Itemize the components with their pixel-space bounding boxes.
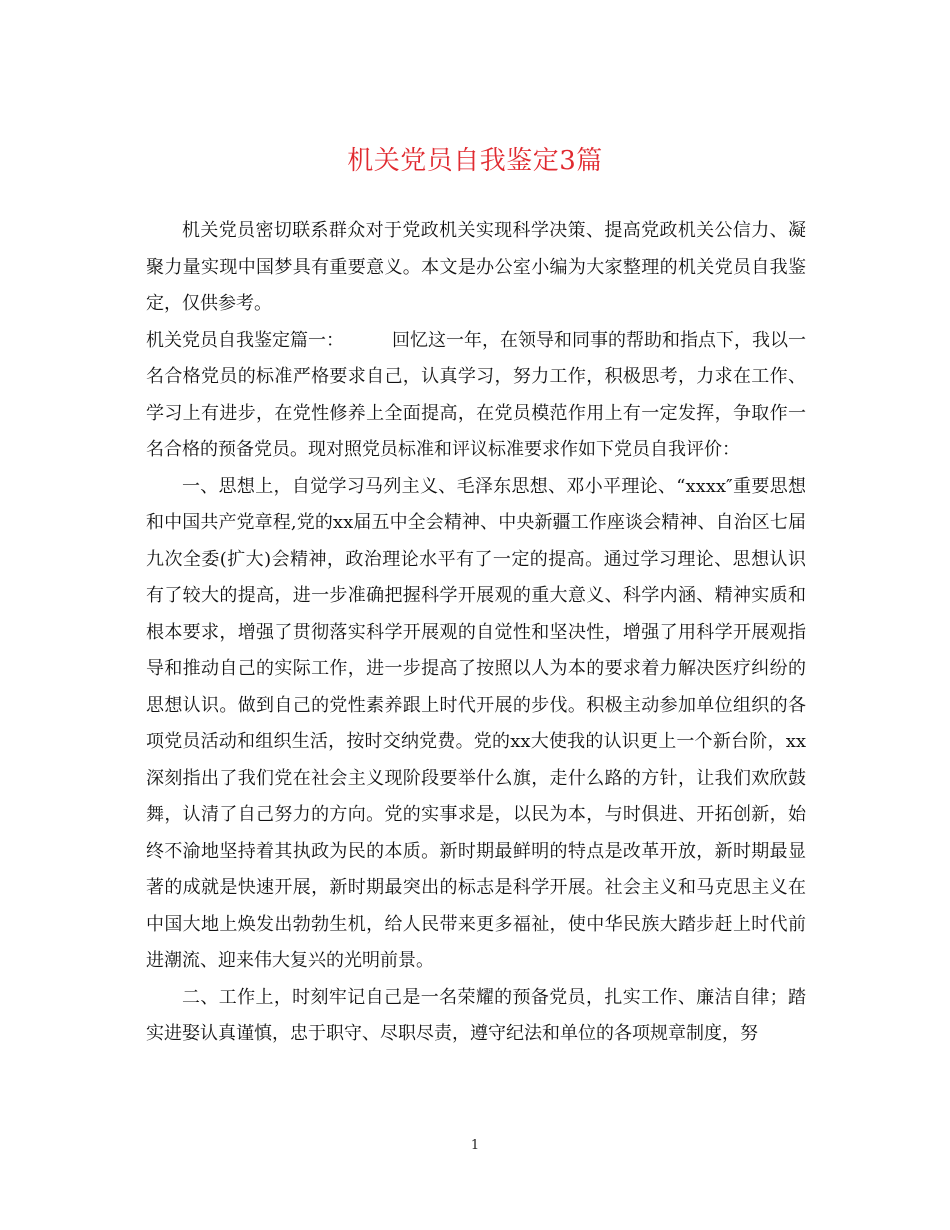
section-opening-text: 回忆这一年，在领导和同事的帮助和指点下，我以一名合格党员的标准严格要求自己，认真学习，努力工作，积极思考，力求在工作、学习上有进步，在党性修养上全面提高，在党员模范作用上有一定发挥，争取作一名合格的预备党员。现对照党员标准和评议标准要求作如下党员自我评价： [146,329,806,460]
page-number: 1 [470,1138,480,1153]
intro-paragraph: 机关党员密切联系群众对于党政机关实现科学决策、提高党政机关公信力、凝聚力量实现中国梦具有重要意义。本文是办公室小编为大家整理的机关党员自我鉴定，仅供参考。 [146,220,806,314]
thought-paragraph: 一、思想上，自觉学习马列主义、毛泽东思想、邓小平理论、“xxxx″重要思想和中国共产党章程,党的xx届五中全会精神、中央新疆工作座谈会精神、自治区七届九次全委(扩大)会精神，政治理论水平有了一定的提高。通过学习理论、思想认识有了较大的提高，进一步准确把握科学开展观的重大意义、科学内涵、精神实质和根本要求，增强了贯彻落实科学开展观的自觉性和坚决性，增强了用科学开展观指导和推动自己的实际工作，进一步提高了按照以人为本的要求着力解决医疗纠纷的思想认识。做到自己的党性素养跟上时代开展的步伐。积极主动参加单位组织的各项党员活动和组织生活，按时交纳党费。党的xx大使我的认识更上一个新台阶，xx深刻指出了我们党在社会主义现阶段要举什么旗，走什么路的方针，让我们欢欣鼓舞，认清了自己努力的方向。党的实事求是，以民为本，与时俱进、开拓创新，始终不渝地坚持着其执政为民的本质。新时期最鲜明的特点是改革开放，新时期最显著的成就是快速开展，新时期最突出的标志是科学开展。社会主义和马克思主义在中国大地上焕发出勃勃生机，给人民带来更多福祉，使中华民族大踏步赶上时代前进潮流、迎来伟大复兴的光明前景。 [146,475,806,971]
document-title: 机关党员自我鉴定3篇 [347,146,603,176]
section-heading: 机关党员自我鉴定篇一： [146,329,344,351]
section-one-paragraph [146,323,806,469]
document-body [146,213,806,1053]
work-paragraph: 二、工作上，时刻牢记自己是一名荣耀的预备党员，扎实工作、廉洁自律；踏实进娶认真谨慎，忠于职守、尽职尽责，遵守纪法和单位的各项规章制度，努 [146,986,806,1044]
